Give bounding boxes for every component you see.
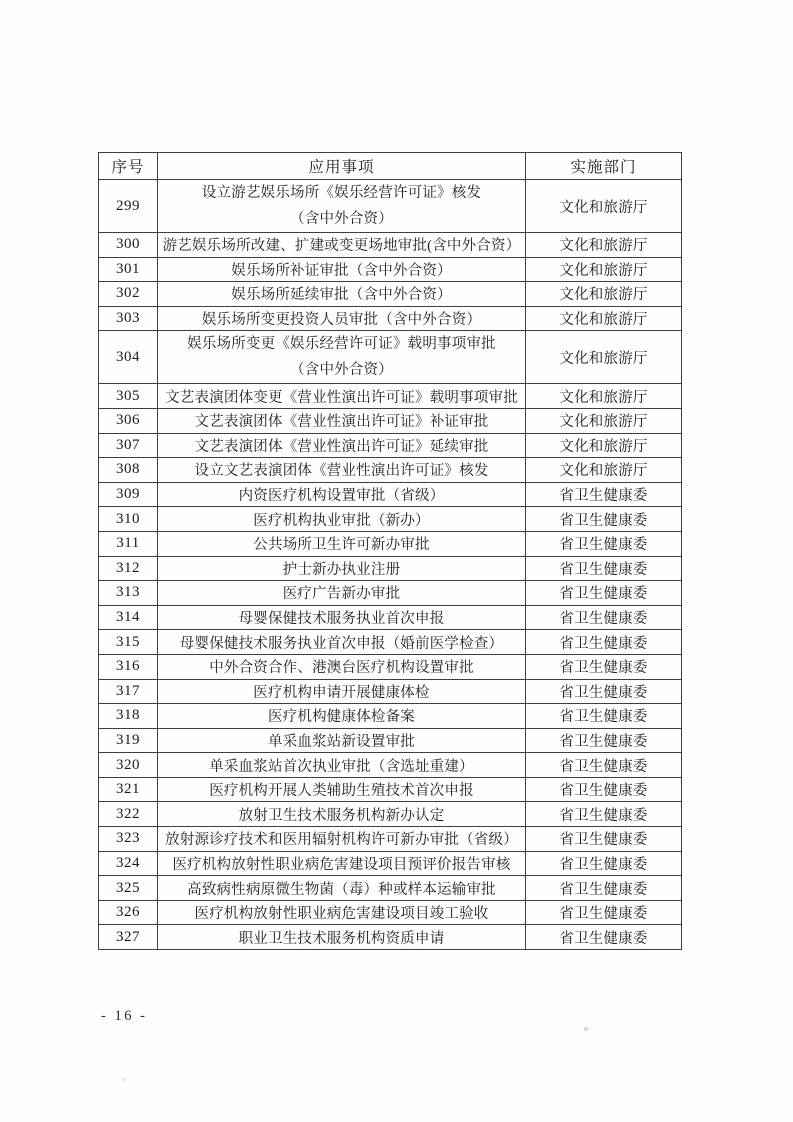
- table-row: [99, 777, 682, 802]
- row-dept: 文化和旅游厅: [526, 180, 682, 233]
- row-dept: 省卫生健康委: [526, 654, 682, 679]
- row-no: 325: [99, 876, 158, 901]
- scan-speck: [122, 1078, 125, 1081]
- row-no: 300: [99, 233, 158, 258]
- row-dept: 文化和旅游厅: [526, 282, 682, 307]
- row-no: 306: [99, 408, 158, 433]
- row-item-line2: （含中外合资）: [290, 362, 393, 379]
- row-dept: 文化和旅游厅: [526, 331, 682, 384]
- row-item: 医疗机构放射性职业病危害建设项目预评价报告审核: [158, 851, 526, 876]
- table-row: [99, 679, 682, 704]
- row-no: 307: [99, 433, 158, 458]
- table-row: [99, 482, 682, 507]
- row-dept: 省卫生健康委: [526, 679, 682, 704]
- scan-speck: [584, 1027, 588, 1031]
- table-row: [99, 605, 682, 630]
- row-dept: 文化和旅游厅: [526, 306, 682, 331]
- row-no: 320: [99, 753, 158, 778]
- row-no: 326: [99, 900, 158, 925]
- table-row: [99, 384, 682, 409]
- row-item: [158, 180, 526, 233]
- row-dept: 省卫生健康委: [526, 753, 682, 778]
- row-dept: 省卫生健康委: [526, 876, 682, 901]
- table-row: [99, 630, 682, 655]
- row-no: 312: [99, 556, 158, 581]
- row-dept: 省卫生健康委: [526, 630, 682, 655]
- row-dept: 省卫生健康委: [526, 581, 682, 606]
- row-no: 322: [99, 802, 158, 827]
- table-row: [99, 827, 682, 852]
- row-no: 316: [99, 654, 158, 679]
- row-item: 医疗机构放射性职业病危害建设项目竣工验收: [158, 900, 526, 925]
- row-item: 娱乐场所补证审批（含中外合资）: [158, 257, 526, 282]
- row-no: 318: [99, 704, 158, 729]
- table-row: [99, 408, 682, 433]
- row-dept: 省卫生健康委: [526, 704, 682, 729]
- row-item: 职业卫生技术服务机构资质申请: [158, 925, 526, 950]
- row-item: 游艺娱乐场所改建、扩建或变更场地审批(含中外合资）: [158, 233, 526, 258]
- table-row: [99, 233, 682, 258]
- table-header-row: [99, 153, 682, 180]
- row-dept: 省卫生健康委: [526, 556, 682, 581]
- row-item: 护士新办执业注册: [158, 556, 526, 581]
- row-item-line2: （含中外合资）: [290, 211, 393, 227]
- col-header-dept: 实施部门: [526, 153, 682, 180]
- row-dept: 文化和旅游厅: [526, 408, 682, 433]
- row-item: 高致病性病原微生物菌（毒）种或样本运输审批: [158, 876, 526, 901]
- row-dept: 省卫生健康委: [526, 507, 682, 532]
- row-dept: 文化和旅游厅: [526, 384, 682, 409]
- row-no: 314: [99, 605, 158, 630]
- table-row: [99, 654, 682, 679]
- row-dept: 文化和旅游厅: [526, 433, 682, 458]
- row-item: 母婴保健技术服务执业首次申报: [158, 605, 526, 630]
- row-dept: 省卫生健康委: [526, 777, 682, 802]
- table-row: [99, 753, 682, 778]
- row-item: 医疗机构执业审批（新办）: [158, 507, 526, 532]
- row-item-line1: 娱乐场所变更《娱乐经营许可证》载明事项审批: [187, 336, 496, 353]
- table-row: [99, 458, 682, 483]
- row-no: 310: [99, 507, 158, 532]
- row-no: 301: [99, 257, 158, 282]
- table-row: [99, 180, 682, 233]
- page-number: - 16 -: [101, 1008, 148, 1024]
- table-row: [99, 531, 682, 556]
- row-item: 娱乐场所延续审批（含中外合资）: [158, 282, 526, 307]
- row-dept: 文化和旅游厅: [526, 233, 682, 258]
- col-header-item: 应用事项: [158, 153, 526, 180]
- table-row: [99, 900, 682, 925]
- row-item: 内资医疗机构设置审批（省级）: [158, 482, 526, 507]
- row-dept: 省卫生健康委: [526, 851, 682, 876]
- table-row: [99, 728, 682, 753]
- row-dept: 文化和旅游厅: [526, 458, 682, 483]
- row-item: [158, 331, 526, 384]
- table-row: [99, 802, 682, 827]
- table-row: [99, 556, 682, 581]
- row-dept: 省卫生健康委: [526, 482, 682, 507]
- row-no: 319: [99, 728, 158, 753]
- row-no: 302: [99, 282, 158, 307]
- row-item-line1: 设立游艺娱乐场所《娱乐经营许可证》核发: [201, 185, 482, 201]
- row-item: 医疗机构申请开展健康体检: [158, 679, 526, 704]
- row-dept: 省卫生健康委: [526, 531, 682, 556]
- row-item: 医疗机构健康体检备案: [158, 704, 526, 729]
- row-no: 321: [99, 777, 158, 802]
- row-no: 299: [99, 180, 158, 233]
- row-item: 放射源诊疗技术和医用辐射机构许可新办审批（省级）: [158, 827, 526, 852]
- row-item: 单采血浆站首次执业审批（含选址重建）: [158, 753, 526, 778]
- row-dept: 省卫生健康委: [526, 827, 682, 852]
- table-row: [99, 925, 682, 950]
- table-row: [99, 306, 682, 331]
- row-item: 公共场所卫生许可新办审批: [158, 531, 526, 556]
- table-row: [99, 282, 682, 307]
- row-item: 单采血浆站新设置审批: [158, 728, 526, 753]
- row-no: 308: [99, 458, 158, 483]
- row-item: 医疗机构开展人类辅助生殖技术首次申报: [158, 777, 526, 802]
- row-no: 313: [99, 581, 158, 606]
- row-item: 放射卫生技术服务机构新办认定: [158, 802, 526, 827]
- row-item: 母婴保健技术服务执业首次申报（婚前医学检查）: [158, 630, 526, 655]
- row-item: 文艺表演团体《营业性演出许可证》补证审批: [158, 408, 526, 433]
- row-no: 324: [99, 851, 158, 876]
- row-item: 医疗广告新办审批: [158, 581, 526, 606]
- row-dept: 省卫生健康委: [526, 900, 682, 925]
- row-no: 317: [99, 679, 158, 704]
- approval-items-table: [98, 152, 682, 950]
- row-item: 文艺表演团体《营业性演出许可证》延续审批: [158, 433, 526, 458]
- table-row: [99, 704, 682, 729]
- row-no: 303: [99, 306, 158, 331]
- row-item: 中外合资合作、港澳台医疗机构设置审批: [158, 654, 526, 679]
- table-row: [99, 876, 682, 901]
- table-row: [99, 851, 682, 876]
- row-dept: 文化和旅游厅: [526, 257, 682, 282]
- row-no: 315: [99, 630, 158, 655]
- row-dept: 省卫生健康委: [526, 728, 682, 753]
- table-row: [99, 433, 682, 458]
- table-row: [99, 257, 682, 282]
- row-no: 327: [99, 925, 158, 950]
- row-no: 323: [99, 827, 158, 852]
- col-header-no: 序号: [99, 153, 158, 180]
- table-row: [99, 581, 682, 606]
- row-item: 文艺表演团体变更《营业性演出许可证》载明事项审批: [158, 384, 526, 409]
- row-no: 311: [99, 531, 158, 556]
- row-no: 304: [99, 331, 158, 384]
- row-dept: 省卫生健康委: [526, 605, 682, 630]
- row-dept: 省卫生健康委: [526, 925, 682, 950]
- row-item: 娱乐场所变更投资人员审批（含中外合资）: [158, 306, 526, 331]
- row-no: 309: [99, 482, 158, 507]
- row-item: 设立文艺表演团体《营业性演出许可证》核发: [158, 458, 526, 483]
- row-dept: 省卫生健康委: [526, 802, 682, 827]
- table-row: [99, 331, 682, 384]
- table-row: [99, 507, 682, 532]
- row-no: 305: [99, 384, 158, 409]
